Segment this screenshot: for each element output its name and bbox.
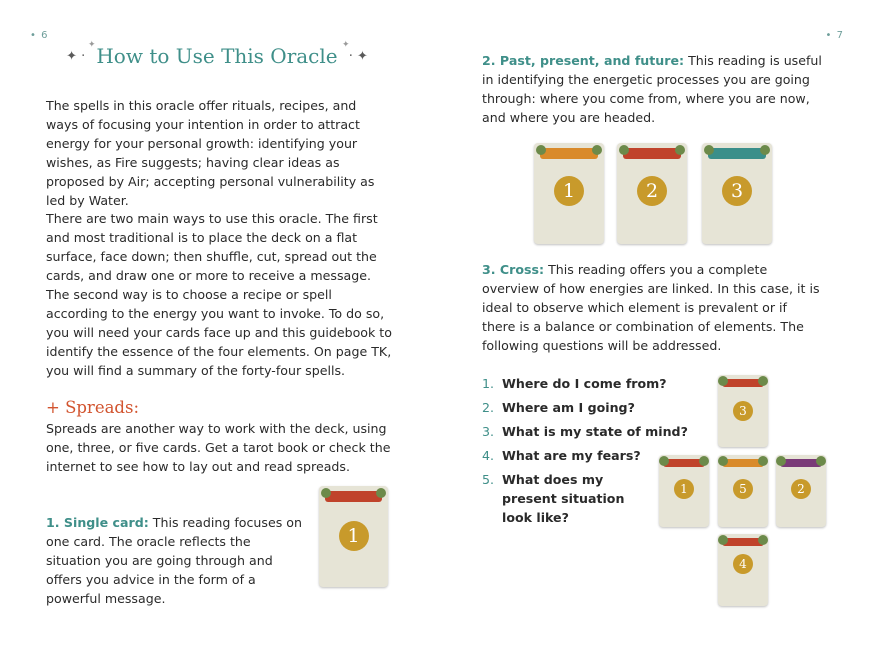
cross-lead: 3. Cross: <box>482 262 545 277</box>
title-row <box>62 44 372 68</box>
question-item <box>482 420 688 444</box>
usage-paragraph: There are two main ways to use this oracle. The first and most traditional is to place the deck on a flat surface, face down; then shuffle, cut, spread out the cards, and draw one or more to receive a message. The second way is to choose a recipe or spell according to the energy you want to invoke. To do so, you will need your cards face up and this guidebook to identify the essence of the four elements. On page TK, you will find a summary of the forty-four spells. <box>46 211 392 378</box>
card-number-badge: 2 <box>637 176 667 206</box>
ppf-card-past <box>534 143 604 244</box>
page-title: How to Use This Oracle <box>96 44 338 68</box>
question-number: 3. <box>482 424 495 439</box>
card-banner <box>722 538 764 546</box>
sparkle-icon: ✦ · <box>66 48 86 64</box>
card-number-badge: 4 <box>733 554 753 574</box>
cross-paragraph <box>482 260 824 355</box>
card-banner <box>663 459 705 467</box>
cross-card-left <box>659 455 709 527</box>
card-number-badge: 1 <box>339 521 369 551</box>
card-banner <box>708 148 767 159</box>
past-present-future-paragraph <box>482 51 824 127</box>
card-number-badge: 1 <box>674 479 694 499</box>
card-banner <box>623 148 682 159</box>
card-number-badge: 5 <box>733 479 753 499</box>
cross-text: This reading offers you a complete overview of how energies are linked. In this case, it is ideal to observe which element is prevalent or if there is a balance or combination of elements. The following questions will be addressed. <box>482 262 820 353</box>
question-item <box>482 444 688 468</box>
ppf-card-present <box>617 143 687 244</box>
card-banner <box>780 459 822 467</box>
question-text: Where do I come from? <box>502 376 667 391</box>
sparkle-icon: ✦ <box>342 40 350 50</box>
sparkle-icon: · ✦ <box>348 48 368 64</box>
card-banner <box>540 148 599 159</box>
question-text: What are my fears? <box>502 448 641 463</box>
card-number-badge: 1 <box>554 176 584 206</box>
question-item <box>482 468 652 527</box>
single-card-paragraph <box>46 513 304 608</box>
cross-questions-list <box>482 372 688 527</box>
question-text: What does my present situation look like? <box>502 472 625 525</box>
single-card-text: This reading focuses on one card. The oracle reflects the situation you are going through and offers you advice in the form of a powerful message. <box>46 515 302 606</box>
question-text: Where am I going? <box>502 400 635 415</box>
card-number-badge: 2 <box>791 479 811 499</box>
question-text: What is my state of mind? <box>502 424 688 439</box>
cross-card-center <box>718 455 768 527</box>
card-number-badge: 3 <box>733 401 753 421</box>
question-number: 5. <box>482 472 495 487</box>
cross-card-bottom <box>718 534 768 606</box>
card-banner <box>722 379 764 387</box>
single-card-image <box>319 486 388 587</box>
question-number: 1. <box>482 376 495 391</box>
cross-card-right <box>776 455 826 527</box>
spreads-heading: + Spreads: <box>46 398 140 417</box>
single-card-lead: 1. Single card: <box>46 515 149 530</box>
spreads-paragraph: Spreads are another way to work with the deck, using one, three, or five cards. Get a tarot book or check the internet to see how to lay out and read spreads. <box>46 421 391 474</box>
cross-card-top <box>718 375 768 447</box>
question-item <box>482 396 688 420</box>
card-number-badge: 3 <box>722 176 752 206</box>
page-number-left: • 6 <box>30 30 49 41</box>
question-number: 4. <box>482 448 495 463</box>
ppf-text: This reading is useful in identifying the energetic processes you are going through: where you come from, where you are now, and where you are headed. <box>482 53 822 125</box>
page-number-right: • 7 <box>825 30 844 41</box>
ppf-card-future <box>702 143 772 244</box>
card-banner <box>722 459 764 467</box>
intro-paragraph: The spells in this oracle offer rituals, recipes, and ways of focusing your intention in order to attract energy for your personal growth: identifying your wishes, as Fire suggests; having clear ideas as proposed by Air; accepting personal vulnerability as led by Water. <box>46 98 375 208</box>
card-banner <box>325 491 383 502</box>
question-item <box>482 372 688 396</box>
ppf-lead: 2. Past, present, and future: <box>482 53 685 68</box>
question-number: 2. <box>482 400 495 415</box>
sparkle-icon: ✦ <box>88 40 96 50</box>
